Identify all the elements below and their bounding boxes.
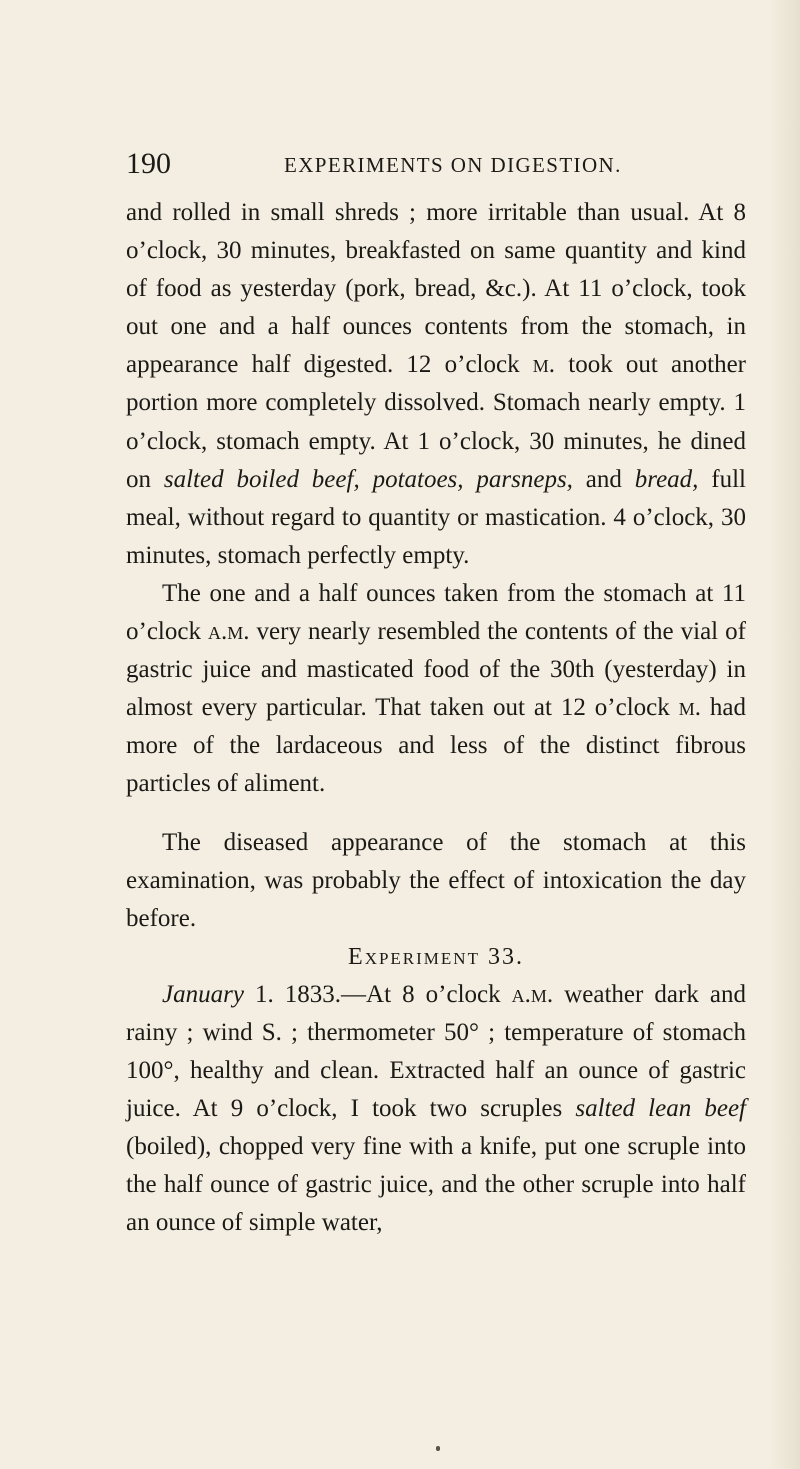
- paragraph-continuation: and rolled in small shreds ; more irritable than usual. At 8 o’clock, 30 minutes, breakfasted on same quantity and kind of food as yesterday (pork, bread, &c.). At 11 o’clock, took out one and a half ounces contents from the stomach, in appearance half digested. 12 o’clock m. took out another portion more completely dissolved. Stomach nearly empty. 1 o’clock, stomach empty. At 1 o’clock, 30 minutes, he dined on salted boiled beef, potatoes, parsneps, and bread, full meal, without regard to quantity or mastication. 4 o’clock, 30 minutes, stomach perfectly empty.: [126, 199, 747, 569]
- page-number: 190: [126, 147, 171, 180]
- ink-speck: [436, 1446, 440, 1451]
- paragraph-contents-comparison: The one and a half ounces taken from the stomach at 11 o’clock a.m. very nearly resembled the contents of the vial of gastric juice and masticated food of the 30th (yesterday) in almost every particular. That taken out at 12 o’clock m. had more of the lardaceous and less of the distinct fibrous particles of aliment.: [126, 579, 746, 798]
- running-title: EXPERIMENTS ON DIGESTION.: [284, 153, 622, 177]
- page-edge-shadow: [770, 0, 800, 1469]
- paragraph-experiment-33: January 1. 1833.—At 8 o’clock a.m. weather dark and rainy ; wind S. ; thermometer 50° ; temperature of stomach 100°, healthy and clean. Extracted half an ounce of gastric juice. At 9 o’clock, I took two scruples salted lean beef (boiled), chopped very fine with a knife, put one scruple into the half ounce of gastric juice, and the other scruple into half an ounce of simple water,: [126, 980, 746, 1237]
- paragraph-diseased-appearance: The diseased appearance of the stomach at this examination, was probably the effect of intoxication the day before.: [126, 828, 746, 932]
- experiment-heading: Experiment 33.: [348, 943, 524, 970]
- body-text: [126, 194, 746, 1242]
- page-header: [126, 146, 746, 182]
